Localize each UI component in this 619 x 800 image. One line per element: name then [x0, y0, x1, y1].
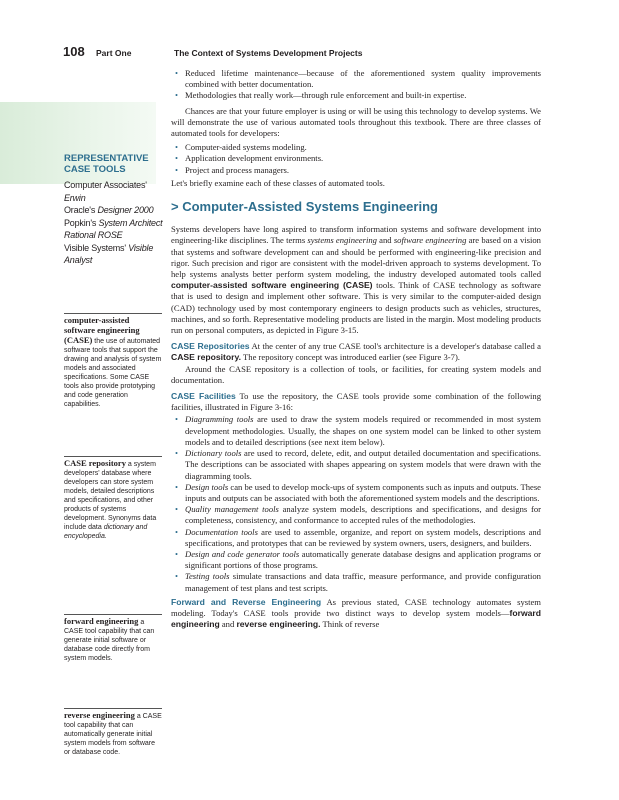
list-item: • Dictionary tools are used to record, delete, edit, and output detailed documentation and specifications. The descriptions can be associated with shapes appearing on system models that were drawn with the diagramming tools. [171, 448, 541, 482]
tool-item: Rational ROSE [64, 230, 123, 240]
list-item: • Application development environments. [171, 153, 541, 164]
page-number: 108 [63, 44, 85, 59]
paragraph-facilities: CASE Facilities To use the repository, the CASE tools provide some combination of the following facilities, illustrated in Figure 3-16: [171, 391, 542, 413]
list-item: • Diagramming tools are used to draw the system models required or recommended in most system development methodologies. Usually, the shapes on one system model can be linked to other system models and to detailed descriptions (see next item below). [171, 414, 541, 448]
list-item: • Documentation tools are used to assemble, organize, and report on system models, descriptions and specifications, and prototypes that can be reviewed by system owners, users, designers, and builders. [171, 527, 541, 549]
tool-item: Oracle's Designer 2000 [64, 205, 154, 215]
list-item: • Design and code generator tools automatically generate database designs and application programs or significant portions of those programs. [171, 549, 541, 571]
margin-definition-repository: CASE repository a system developers' database where developers can store system models, detailed descriptions and specifications, and other products of systems development. Synonyms data include data dictionary and encyclopedia. [64, 456, 162, 541]
margin-definition-reverse: reverse engineering a CASE tool capability that can automatically generate initial system models from software or database code. [64, 710, 162, 756]
representative-title-1: REPRESENTATIVE [64, 153, 149, 164]
section-heading-text: Computer-Assisted Systems Engineering [182, 199, 438, 215]
list-item: • Quality management tools analyze system models, descriptions and specifications, and designs for completeness, consistency, and conformance to accepted rules of the methodologies. [171, 504, 541, 526]
margin-rule [64, 614, 162, 615]
paragraph-around: Around the CASE repository is a collection of tools, or facilities, for creating system models and documentation. [171, 363, 541, 385]
section-heading [171, 199, 541, 215]
tool-item: Computer Associates' Erwin [64, 180, 147, 203]
margin-definition-forward: forward engineering a CASE tool capability that can generate initial software or database code directly from system models. [64, 614, 162, 663]
paragraph-repositories: CASE Repositories At the center of any true CASE tool's architecture is a developer's database called a CASE repository. The repository concept was introduced earlier (see Figure 3-7). [171, 341, 541, 363]
benefit-bullets [171, 68, 541, 102]
running-title: The Context of Systems Development Projects [174, 48, 363, 58]
margin-rule [64, 708, 162, 709]
list-item: • Testing tools simulate transactions and data traffic, measure performance, and provide configuration management of test plans and test scripts. [171, 571, 541, 593]
representative-tools-box [64, 153, 164, 267]
representative-title-2: CASE TOOLS [64, 164, 126, 175]
list-item: • Reduced lifetime maintenance—because of the aforementioned system quality improvements combined with better documentation. [171, 68, 541, 90]
tool-item: Visible Systems' Visible [64, 242, 154, 253]
section-arrow: > [171, 199, 179, 215]
paragraph-brief: Let's briefly examine each of these classes of automated tools. [171, 177, 385, 188]
list-item: • Project and process managers. [171, 165, 541, 176]
tool-class-bullets [171, 142, 541, 176]
tool-item: Popkin's System Architect [64, 217, 163, 228]
main-column [171, 68, 541, 630]
list-item: • Methodologies that really work—through rule enforcement and built-in expertise. [171, 90, 541, 101]
margin-definition-case: computer-assisted software engineering (CASE) the use of automated software tools that support the drawing and analysis of system models and associated specifications. Some CASE tools also provide prototyping and code generation capabilities. [64, 315, 162, 408]
part-label: Part One [96, 48, 132, 58]
paragraph-case: Systems developers have long aspired to transform information systems and software development into engineering-like disciplines. The terms systems engineering and software engineering are based on a vision that systems and software development can and should be performed with engineering-like precision and rigor. Such precision and rigor are consistent with the model-driven approach to systems development. To help systems analysts better perform system modeling, the industry developed automated tools called computer-assisted software engineering (CASE) tools. Think of CASE technology as software that is used to design and implement other software. This is very similar to the computer-aided design (CAD) technology used by most contemporary engineers to design products such as vehicles, structures, machines, and so forth. Representative modeling products are listed in the margin. Most modeling products run on personal computers, as depicted in Figure 3-15. [171, 224, 541, 336]
list-item: • Design tools can be used to develop mock-ups of system components such as inputs and outputs. These inputs and outputs can be associated with both the aforementioned system models and the descriptions. [171, 482, 541, 504]
paragraph-forward-reverse: Forward and Reverse Engineering As previous stated, CASE technology automates system modeling. Today's CASE tools provide two distinct ways to develop system models—forward engineering and reverse engineering. Think of reverse [171, 596, 541, 630]
margin-rule [64, 456, 162, 457]
list-item: • Computer-aided systems modeling. [171, 142, 541, 153]
tool-item: Analyst [64, 255, 93, 265]
facility-bullets [171, 414, 541, 593]
paragraph-chances: Chances are that your future employer is using or will be using this technology to develop systems. We will demonstrate the use of various automated tools throughout this textbook. There are three classes of automated tools for developers: [171, 105, 541, 139]
margin-rule [64, 313, 162, 314]
